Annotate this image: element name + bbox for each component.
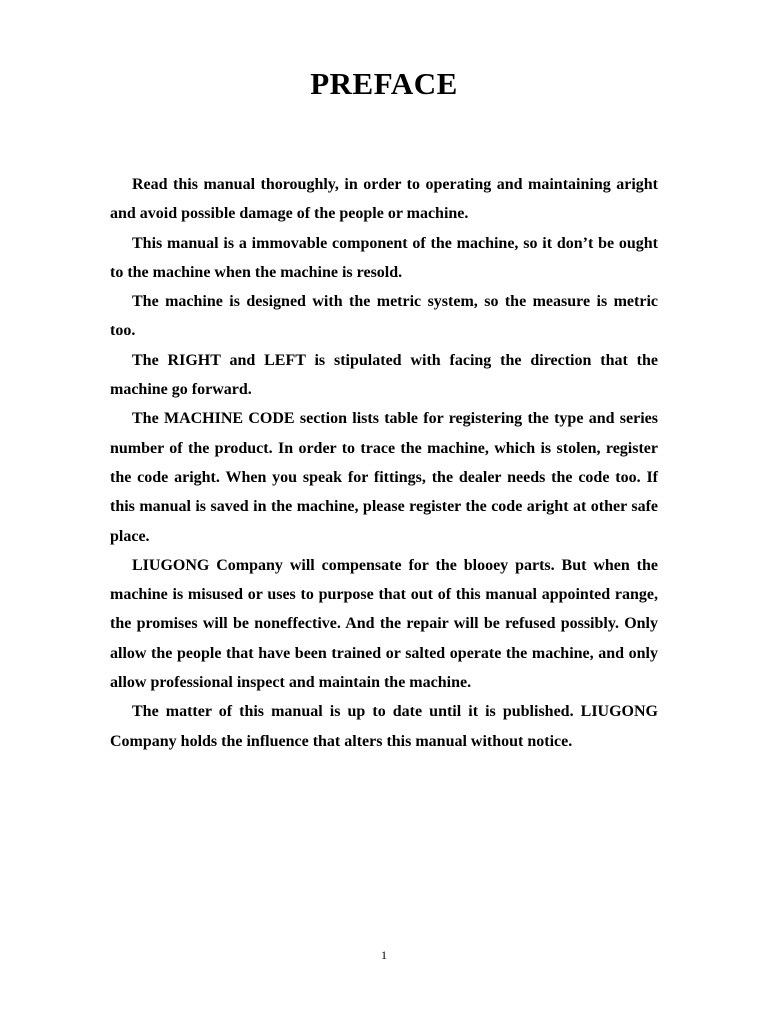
preface-body [110,170,658,756]
page-number: 1 [381,948,387,962]
paragraph-right-left: The RIGHT and LEFT is stipulated with facing the direction that the machine go forward. [110,351,658,399]
paragraph-machine-code: The MACHINE CODE section lists table for registering the type and series number of the product. In order to trace the machine, which is stolen, register the code aright. When you speak for fittings, the dealer needs the code too. If this manual is saved in the machine, please register the code aright at other safe place. [110,410,658,545]
paragraph-compensation: LIUGONG Company will compensate for the blooey parts. But when the machine is misused or uses to purpose that out of this manual appointed range, the promises will be noneffective. And the repair will be refused possibly. Only allow the people that have been trained or salted operate the machine, and only allow professional inspect and maintain the machine. [110,556,658,692]
paragraph-metric-system: The machine is designed with the metric system, so the measure is metric too. [110,293,658,340]
paragraph-read-manual: Read this manual thoroughly, in order to operating and maintaining aright and avoid possible damage of the people or machine. [110,176,658,223]
paragraph-immovable-component: This manual is a immovable component of the machine, so it don’t be ought to the machine when the machine is resold. [110,234,658,281]
paragraph-up-to-date: The matter of this manual is up to date until it is published. LIUGONG Company holds the influence that alters this manual without notice. [110,703,658,750]
page-title: PREFACE [310,66,458,101]
